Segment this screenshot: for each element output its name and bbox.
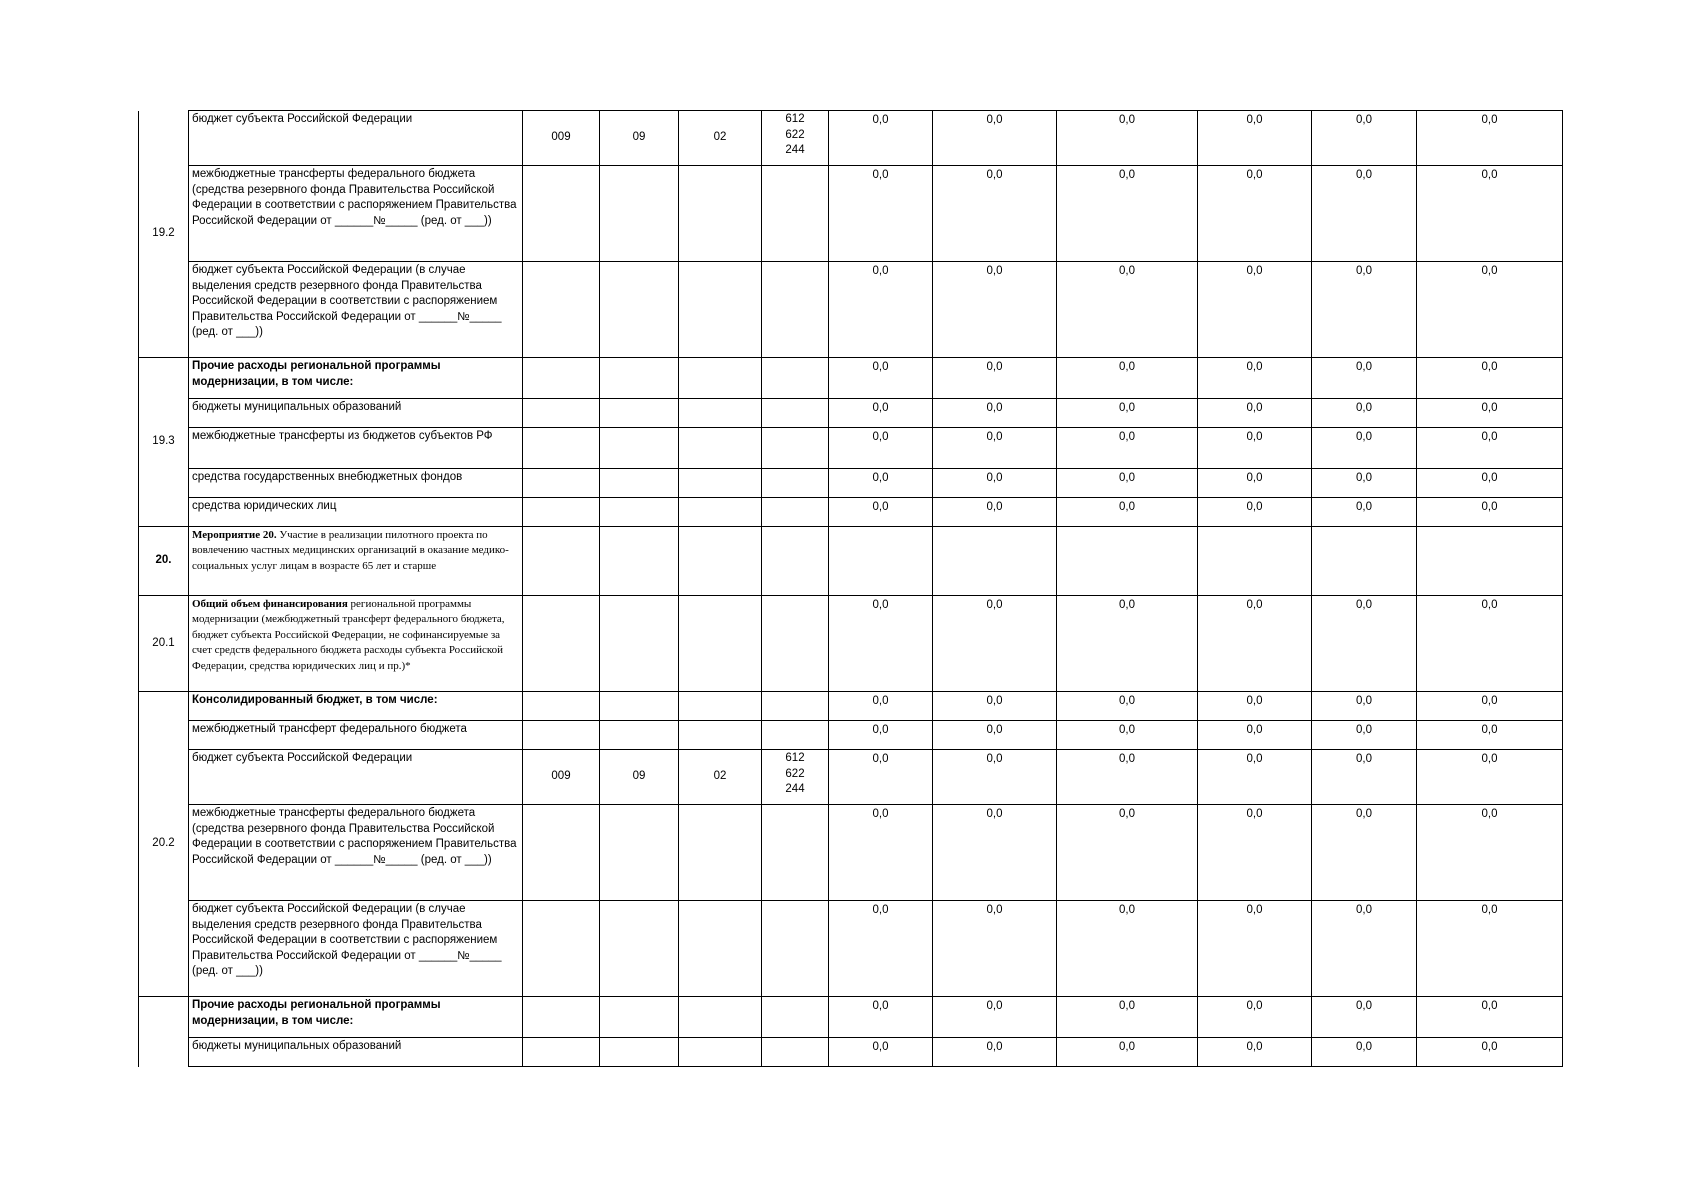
- code-pr: [679, 469, 762, 498]
- amount-cell: 0,0: [1312, 997, 1417, 1038]
- code-grbs: 009: [523, 750, 600, 805]
- amount-cell: 0,0: [1198, 399, 1312, 428]
- amount-cell: [1057, 527, 1198, 596]
- amount-cell: 0,0: [1312, 262, 1417, 358]
- row-description: [189, 901, 523, 997]
- amount-cell: [829, 527, 933, 596]
- code-pr: [679, 527, 762, 596]
- budget-table-sheet: [138, 110, 1563, 1067]
- amount-cell: 0,0: [933, 721, 1057, 750]
- row-index-label: 20.: [155, 554, 172, 567]
- code-grbs: [523, 596, 600, 692]
- amount-cell: 0,0: [829, 262, 933, 358]
- row-description: [189, 428, 523, 469]
- row-description-text: бюджеты муниципальных образований: [192, 1040, 402, 1052]
- row-index: [139, 358, 189, 527]
- code-rz: [600, 805, 679, 901]
- amount-cell: 0,0: [1198, 805, 1312, 901]
- code-pr: [679, 997, 762, 1038]
- row-index-label: 19.2: [152, 227, 175, 239]
- amount-cell: 0,0: [1312, 1038, 1417, 1067]
- code-vr: [762, 1038, 829, 1067]
- amount-cell: 0,0: [933, 399, 1057, 428]
- row-description: [189, 721, 523, 750]
- row-description-text: региональной программы модернизации (межбюджетный трансферт федерального бюджета, бюджет субъекта Российской Федерации, не софинансируемые за счет средств федерального бюджета расходы субъекта Российской Федерации, средства юридических лиц и пр.)*: [192, 598, 505, 672]
- amount-cell: 0,0: [933, 596, 1057, 692]
- amount-cell: 0,0: [1312, 358, 1417, 399]
- amount-cell: 0,0: [829, 750, 933, 805]
- code-rz: [600, 721, 679, 750]
- amount-cell: 0,0: [933, 805, 1057, 901]
- amount-cell: 0,0: [933, 692, 1057, 721]
- row-description-text: бюджет субъекта Российской Федерации (в случае выделения средств резервного фонда Правительства Российской Федерации в соответствии с распоряжением Правительства Российской Федерации от ______№_____ (ред. от ___)): [192, 903, 502, 977]
- row-description-text: Участие в реализации пилотного проекта по вовлечению частных медицинских организаций в оказание медико-социальных услуг лицам в возрасте 65 лет и старше: [192, 529, 509, 572]
- amount-cell: 0,0: [829, 805, 933, 901]
- code-vr: [762, 399, 829, 428]
- row-description-text: бюджет субъекта Российской Федерации: [192, 113, 413, 125]
- code-grbs: [523, 901, 600, 997]
- amount-cell: 0,0: [1417, 596, 1563, 692]
- amount-cell: 0,0: [1057, 1038, 1198, 1067]
- code-rz: [600, 1038, 679, 1067]
- table-row: [139, 498, 1563, 527]
- amount-cell: 0,0: [1198, 692, 1312, 721]
- row-description: [189, 469, 523, 498]
- table-row: [139, 692, 1563, 721]
- code-rz: [600, 901, 679, 997]
- amount-cell: 0,0: [829, 428, 933, 469]
- code-vr: [762, 901, 829, 997]
- amount-cell: 0,0: [829, 997, 933, 1038]
- amount-cell: [1417, 527, 1563, 596]
- table-body: [139, 111, 1563, 1067]
- amount-cell: 0,0: [1417, 166, 1563, 262]
- amount-cell: 0,0: [829, 1038, 933, 1067]
- code-vr: [762, 527, 829, 596]
- amount-cell: 0,0: [1417, 901, 1563, 997]
- code-grbs: [523, 721, 600, 750]
- table-row: [139, 399, 1563, 428]
- code-grbs: [523, 1038, 600, 1067]
- amount-cell: 0,0: [1198, 498, 1312, 527]
- code-vr: [762, 358, 829, 399]
- amount-cell: 0,0: [933, 750, 1057, 805]
- amount-cell: 0,0: [1417, 498, 1563, 527]
- row-index-label: 19.3: [152, 435, 175, 448]
- table-row: [139, 805, 1563, 901]
- code-grbs: [523, 399, 600, 428]
- amount-cell: 0,0: [1057, 469, 1198, 498]
- code-grbs: [523, 262, 600, 358]
- row-description-text: межбюджетные трансферты федерального бюджета (средства резервного фонда Правительства Российской Федерации в соответствии с распоряжением Правительства Российской Федерации от ______№_____ (ред. от ___)): [192, 168, 517, 227]
- code-vr: [762, 498, 829, 527]
- amount-cell: 0,0: [1312, 111, 1417, 166]
- row-description: [189, 692, 523, 721]
- amount-cell: 0,0: [1198, 262, 1312, 358]
- amount-cell: 0,0: [1057, 596, 1198, 692]
- amount-cell: 0,0: [1057, 166, 1198, 262]
- row-description: [189, 111, 523, 166]
- code-rz: 09: [600, 750, 679, 805]
- code-rz: [600, 358, 679, 399]
- row-index: [139, 111, 189, 358]
- code-rz: [600, 399, 679, 428]
- amount-cell: 0,0: [829, 358, 933, 399]
- row-description-text: бюджеты муниципальных образований: [192, 401, 402, 413]
- amount-cell: 0,0: [1417, 428, 1563, 469]
- row-description-text: межбюджетные трансферты из бюджетов субъектов РФ: [192, 430, 493, 442]
- amount-cell: 0,0: [1417, 469, 1563, 498]
- row-description-text: бюджет субъекта Российской Федерации (в случае выделения средств резервного фонда Правительства Российской Федерации в соответствии с распоряжением Правительства Российской Федерации от ______№_____ (ред. от ___)): [192, 264, 502, 338]
- amount-cell: 0,0: [1198, 166, 1312, 262]
- row-index: [139, 527, 189, 596]
- row-description: [189, 1038, 523, 1067]
- code-vr: [762, 262, 829, 358]
- code-vr: 612 622 244: [762, 750, 829, 805]
- amount-cell: 0,0: [829, 901, 933, 997]
- amount-cell: 0,0: [1198, 997, 1312, 1038]
- amount-cell: 0,0: [1417, 692, 1563, 721]
- code-grbs: [523, 469, 600, 498]
- code-pr: [679, 805, 762, 901]
- row-description: [189, 358, 523, 399]
- code-vr: [762, 805, 829, 901]
- amount-cell: 0,0: [1312, 750, 1417, 805]
- amount-cell: 0,0: [1312, 399, 1417, 428]
- code-rz: [600, 469, 679, 498]
- amount-cell: 0,0: [1057, 805, 1198, 901]
- row-index: [139, 997, 189, 1067]
- row-description-text: межбюджетный трансферт федерального бюджета: [192, 723, 467, 735]
- amount-cell: 0,0: [1057, 262, 1198, 358]
- amount-cell: 0,0: [1198, 901, 1312, 997]
- amount-cell: 0,0: [1417, 262, 1563, 358]
- amount-cell: 0,0: [1417, 805, 1563, 901]
- amount-cell: 0,0: [1312, 166, 1417, 262]
- code-vr: [762, 721, 829, 750]
- row-index: [139, 596, 189, 692]
- code-rz: [600, 428, 679, 469]
- code-vr: [762, 166, 829, 262]
- row-description-bold: Прочие расходы региональной программы модернизации, в том числе:: [192, 360, 441, 388]
- table-row: [139, 750, 1563, 805]
- row-description: [189, 750, 523, 805]
- amount-cell: 0,0: [1312, 428, 1417, 469]
- code-pr: [679, 262, 762, 358]
- row-description: [189, 527, 523, 596]
- amount-cell: 0,0: [829, 498, 933, 527]
- row-description: [189, 262, 523, 358]
- code-pr: [679, 428, 762, 469]
- code-rz: [600, 498, 679, 527]
- amount-cell: 0,0: [1312, 901, 1417, 997]
- amount-cell: 0,0: [829, 596, 933, 692]
- code-grbs: [523, 498, 600, 527]
- amount-cell: 0,0: [1312, 692, 1417, 721]
- amount-cell: 0,0: [933, 428, 1057, 469]
- code-vr: [762, 469, 829, 498]
- table-row: [139, 527, 1563, 596]
- row-description-text: средства юридических лиц: [192, 500, 337, 512]
- amount-cell: 0,0: [933, 1038, 1057, 1067]
- amount-cell: 0,0: [1417, 1038, 1563, 1067]
- code-pr: 02: [679, 111, 762, 166]
- code-pr: [679, 498, 762, 527]
- row-description-text: межбюджетные трансферты федерального бюджета (средства резервного фонда Правительства Российской Федерации в соответствии с распоряжением Правительства Российской Федерации от ______№_____ (ред. от ___)): [192, 807, 517, 866]
- row-description-bold: Консолидированный бюджет, в том числе:: [192, 694, 438, 706]
- code-rz: [600, 692, 679, 721]
- amount-cell: 0,0: [933, 262, 1057, 358]
- amount-cell: [1198, 527, 1312, 596]
- row-description-bold: Прочие расходы региональной программы модернизации, в том числе:: [192, 999, 441, 1027]
- amount-cell: 0,0: [1198, 1038, 1312, 1067]
- amount-cell: 0,0: [1312, 805, 1417, 901]
- amount-cell: 0,0: [1198, 596, 1312, 692]
- amount-cell: 0,0: [829, 721, 933, 750]
- table-row: [139, 1038, 1563, 1067]
- code-grbs: [523, 805, 600, 901]
- amount-cell: 0,0: [1057, 997, 1198, 1038]
- amount-cell: 0,0: [1312, 596, 1417, 692]
- code-rz: [600, 262, 679, 358]
- amount-cell: 0,0: [829, 399, 933, 428]
- row-description: [189, 997, 523, 1038]
- amount-cell: 0,0: [1057, 111, 1198, 166]
- amount-cell: 0,0: [933, 901, 1057, 997]
- table-row: [139, 358, 1563, 399]
- code-pr: [679, 721, 762, 750]
- amount-cell: 0,0: [933, 498, 1057, 527]
- table-row: [139, 469, 1563, 498]
- row-index: [139, 692, 189, 997]
- amount-cell: 0,0: [1417, 750, 1563, 805]
- amount-cell: 0,0: [829, 166, 933, 262]
- amount-cell: 0,0: [933, 111, 1057, 166]
- row-description: [189, 805, 523, 901]
- code-rz: [600, 596, 679, 692]
- table-row: [139, 428, 1563, 469]
- amount-cell: 0,0: [1417, 111, 1563, 166]
- code-pr: [679, 596, 762, 692]
- amount-cell: 0,0: [1198, 721, 1312, 750]
- code-grbs: [523, 428, 600, 469]
- amount-cell: 0,0: [1198, 750, 1312, 805]
- amount-cell: 0,0: [829, 469, 933, 498]
- code-rz: [600, 166, 679, 262]
- code-grbs: 009: [523, 111, 600, 166]
- row-description: [189, 166, 523, 262]
- amount-cell: 0,0: [1057, 692, 1198, 721]
- amount-cell: 0,0: [1057, 399, 1198, 428]
- row-description: [189, 498, 523, 527]
- amount-cell: [1312, 527, 1417, 596]
- code-vr: [762, 997, 829, 1038]
- amount-cell: 0,0: [1057, 750, 1198, 805]
- code-pr: [679, 692, 762, 721]
- table-row: [139, 997, 1563, 1038]
- amount-cell: 0,0: [933, 469, 1057, 498]
- amount-cell: 0,0: [1057, 901, 1198, 997]
- row-description-text: бюджет субъекта Российской Федерации: [192, 752, 413, 764]
- amount-cell: 0,0: [1057, 498, 1198, 527]
- amount-cell: 0,0: [1198, 428, 1312, 469]
- amount-cell: 0,0: [1417, 997, 1563, 1038]
- amount-cell: 0,0: [1312, 469, 1417, 498]
- amount-cell: 0,0: [1312, 721, 1417, 750]
- amount-cell: 0,0: [1417, 358, 1563, 399]
- amount-cell: 0,0: [1198, 469, 1312, 498]
- amount-cell: 0,0: [829, 111, 933, 166]
- code-vr: 612 622 244: [762, 111, 829, 166]
- amount-cell: 0,0: [1198, 111, 1312, 166]
- code-vr: [762, 596, 829, 692]
- table-row: [139, 721, 1563, 750]
- amount-cell: 0,0: [933, 166, 1057, 262]
- amount-cell: 0,0: [1198, 358, 1312, 399]
- row-description-bold: Общий объем финансирования: [192, 598, 348, 610]
- table-row: [139, 596, 1563, 692]
- code-rz: [600, 997, 679, 1038]
- code-grbs: [523, 166, 600, 262]
- amount-cell: [933, 527, 1057, 596]
- amount-cell: 0,0: [1312, 498, 1417, 527]
- amount-cell: 0,0: [1057, 358, 1198, 399]
- code-pr: [679, 1038, 762, 1067]
- budget-table: [138, 110, 1563, 1067]
- table-row: [139, 262, 1563, 358]
- code-grbs: [523, 997, 600, 1038]
- amount-cell: 0,0: [1417, 721, 1563, 750]
- table-row: [139, 111, 1563, 166]
- row-description-text: средства государственных внебюджетных фондов: [192, 471, 463, 483]
- row-description: [189, 399, 523, 428]
- amount-cell: 0,0: [829, 692, 933, 721]
- row-description: [189, 596, 523, 692]
- code-rz: 09: [600, 111, 679, 166]
- amount-cell: 0,0: [1057, 428, 1198, 469]
- code-pr: [679, 358, 762, 399]
- code-pr: [679, 166, 762, 262]
- code-vr: [762, 692, 829, 721]
- amount-cell: 0,0: [1057, 721, 1198, 750]
- row-index-label: 20.1: [152, 636, 175, 649]
- code-grbs: [523, 358, 600, 399]
- row-description-bold: Мероприятие 20.: [192, 529, 277, 541]
- code-pr: [679, 901, 762, 997]
- code-vr: [762, 428, 829, 469]
- code-grbs: [523, 527, 600, 596]
- table-row: [139, 901, 1563, 997]
- code-grbs: [523, 692, 600, 721]
- amount-cell: 0,0: [933, 358, 1057, 399]
- code-pr: 02: [679, 750, 762, 805]
- row-index-label: 20.2: [152, 837, 175, 850]
- amount-cell: 0,0: [933, 997, 1057, 1038]
- code-rz: [600, 527, 679, 596]
- code-pr: [679, 399, 762, 428]
- amount-cell: 0,0: [1417, 399, 1563, 428]
- table-row: [139, 166, 1563, 262]
